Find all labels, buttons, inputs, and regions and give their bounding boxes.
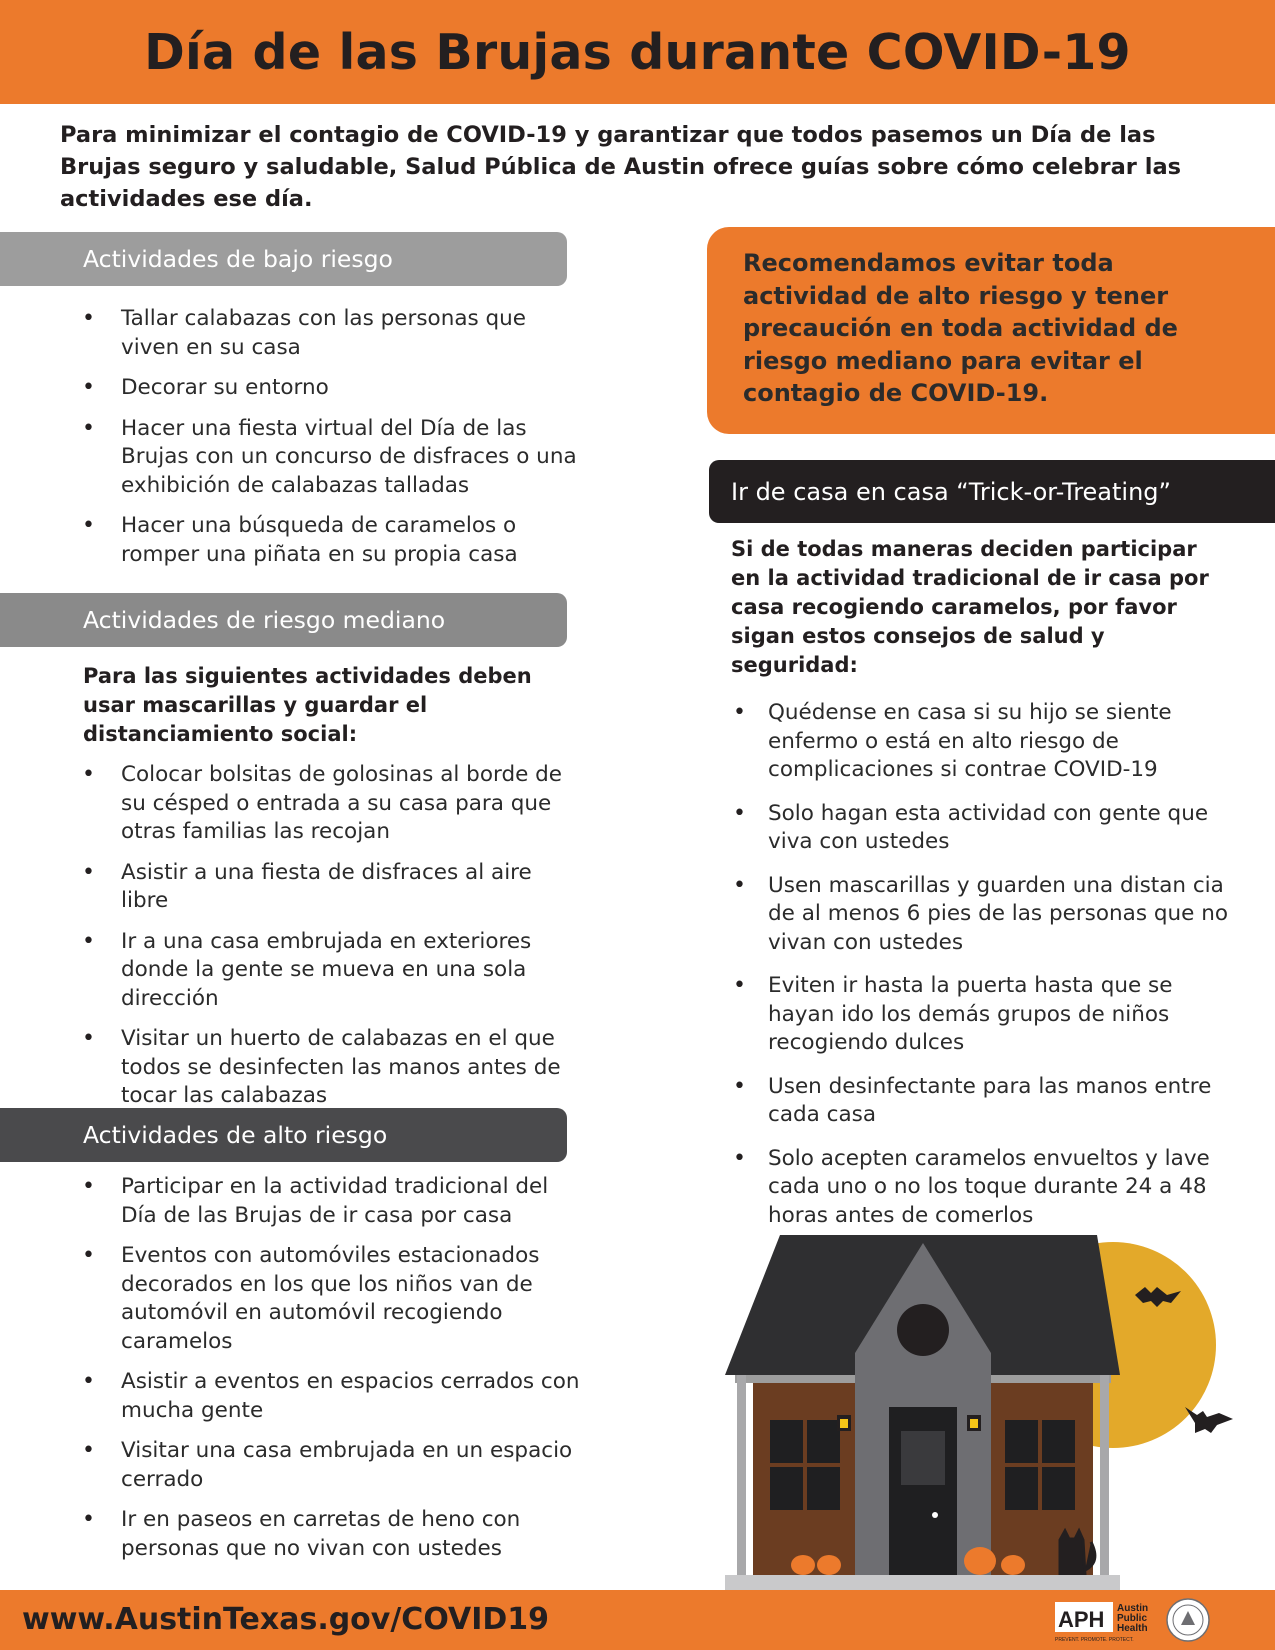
footer-url-link[interactable]: www.AustinTexas.gov/COVID19 <box>22 1602 550 1637</box>
trick-or-treat-lead: Si de todas maneras deciden participar en la actividad tradicional de ir casa por casa recogiendo caramelos, por favor sigan estos consejos de salud y seguridad: <box>731 537 1209 677</box>
porch-floor <box>725 1575 1120 1591</box>
door-knob <box>932 1512 938 1518</box>
aph-logo-tagline: PREVENT. PROMOTE. PROTECT. <box>1055 1637 1134 1643</box>
lamp-light <box>970 1419 978 1428</box>
list-item: • Hacer una fiesta virtual del Día de las Brujas con un concurso de disfraces o una exhibición de calabazas talladas <box>80 415 580 501</box>
pumpkin-icon <box>1001 1555 1025 1575</box>
list-item: • Usen mascarillas y guarden una distan cia de al menos 6 pies de las personas que no vivan con ustedes <box>731 872 1231 958</box>
low-risk-list <box>80 305 580 581</box>
porch-post <box>1100 1375 1109 1575</box>
list-item: • Eviten ir hasta la puerta hasta que se hayan ido los demás grupos de niños recogiendo dulces <box>731 972 1231 1058</box>
aph-logo-line: Health <box>1117 1623 1148 1634</box>
city-seal-icon <box>1165 1597 1211 1643</box>
lamp-light <box>840 1419 848 1428</box>
porch-post <box>737 1375 746 1575</box>
intro-paragraph: Para minimizar el contagio de COVID-19 y garantizar que todos pasemos un Día de las Brujas seguro y saludable, Salud Pública de Austin ofrece guías sobre cómo celebrar las actividades ese día. <box>60 122 1182 212</box>
medium-risk-lead: Para las siguientes actividades deben usar mascarillas y guardar el distanciamiento social: <box>83 664 532 746</box>
door-panel <box>901 1431 945 1485</box>
list-item: • Solo hagan esta actividad con gente que viva con ustedes <box>731 800 1231 857</box>
pumpkin-icon <box>817 1555 841 1575</box>
medium-risk-list <box>80 761 580 1123</box>
list-item: • Decorar su entorno <box>80 374 580 403</box>
pumpkin-icon <box>791 1555 815 1575</box>
title-banner <box>0 0 1275 104</box>
list-item: • Participar en la actividad tradicional del Día de las Brujas de ir casa por casa <box>80 1173 580 1230</box>
section-heading-low-risk: Actividades de bajo riesgo <box>0 232 567 286</box>
callout-text: Recomendamos evitar toda actividad de alto riesgo y tener precaución en toda actividad de riesgo mediano para evitar el contagio de COVID-19. <box>743 249 1178 407</box>
recommendation-callout <box>707 227 1275 434</box>
list-item: • Ir a una casa embrujada en exteriores donde la gente se mueva en una sola dirección <box>80 928 580 1014</box>
aph-logo <box>1055 1600 1175 1644</box>
aph-logo-line: Public <box>1117 1613 1148 1624</box>
list-item: • Usen desinfectante para las manos entre cada casa <box>731 1073 1231 1130</box>
round-window <box>897 1304 949 1356</box>
section-heading-trick-or-treating: Ir de casa en casa “Trick-or-Treating” <box>709 460 1275 523</box>
page-title: Día de las Brujas durante COVID-19 <box>144 23 1131 81</box>
list-item: • Eventos con automóviles estacionados decorados en los que los niños van de automóvil en automóvil recogiendo caramelos <box>80 1242 580 1356</box>
section-heading-high-risk: Actividades de alto riesgo <box>0 1108 567 1162</box>
footer-bar <box>0 1590 1275 1650</box>
aph-logo-mark: APH <box>1058 1607 1105 1632</box>
list-item: • Colocar bolsitas de golosinas al borde de su césped o entrada a su casa para que otras familias las recojan <box>80 761 580 847</box>
trick-or-treat-list <box>731 699 1231 1245</box>
haunted-house-illustration <box>725 1235 1275 1595</box>
aph-logo-line: Austin <box>1117 1603 1149 1614</box>
section-heading-medium-risk: Actividades de riesgo mediano <box>0 593 567 647</box>
list-item: • Tallar calabazas con las personas que viven en su casa <box>80 305 580 362</box>
list-item: • Asistir a una fiesta de disfraces al aire libre <box>80 859 580 916</box>
list-item: • Visitar una casa embrujada en un espacio cerrado <box>80 1437 580 1494</box>
high-risk-list <box>80 1173 580 1575</box>
list-item: • Asistir a eventos en espacios cerrados con mucha gente <box>80 1368 580 1425</box>
list-item: • Solo acepten caramelos envueltos y lave cada uno o no los toque durante 24 a 48 horas antes de comerlos <box>731 1145 1231 1231</box>
list-item: • Ir en paseos en carretas de heno con personas que no vivan con ustedes <box>80 1506 580 1563</box>
pumpkin-icon <box>964 1547 996 1575</box>
list-item: • Visitar un huerto de calabazas en el que todos se desinfecten las manos antes de tocar las calabazas <box>80 1025 580 1111</box>
list-item: • Hacer una búsqueda de caramelos o romper una piñata en su propia casa <box>80 512 580 569</box>
bat-icon <box>1185 1407 1233 1433</box>
list-item: • Quédense en casa si su hijo se siente enfermo o está en alto riesgo de complicaciones si contrae COVID-19 <box>731 699 1231 785</box>
